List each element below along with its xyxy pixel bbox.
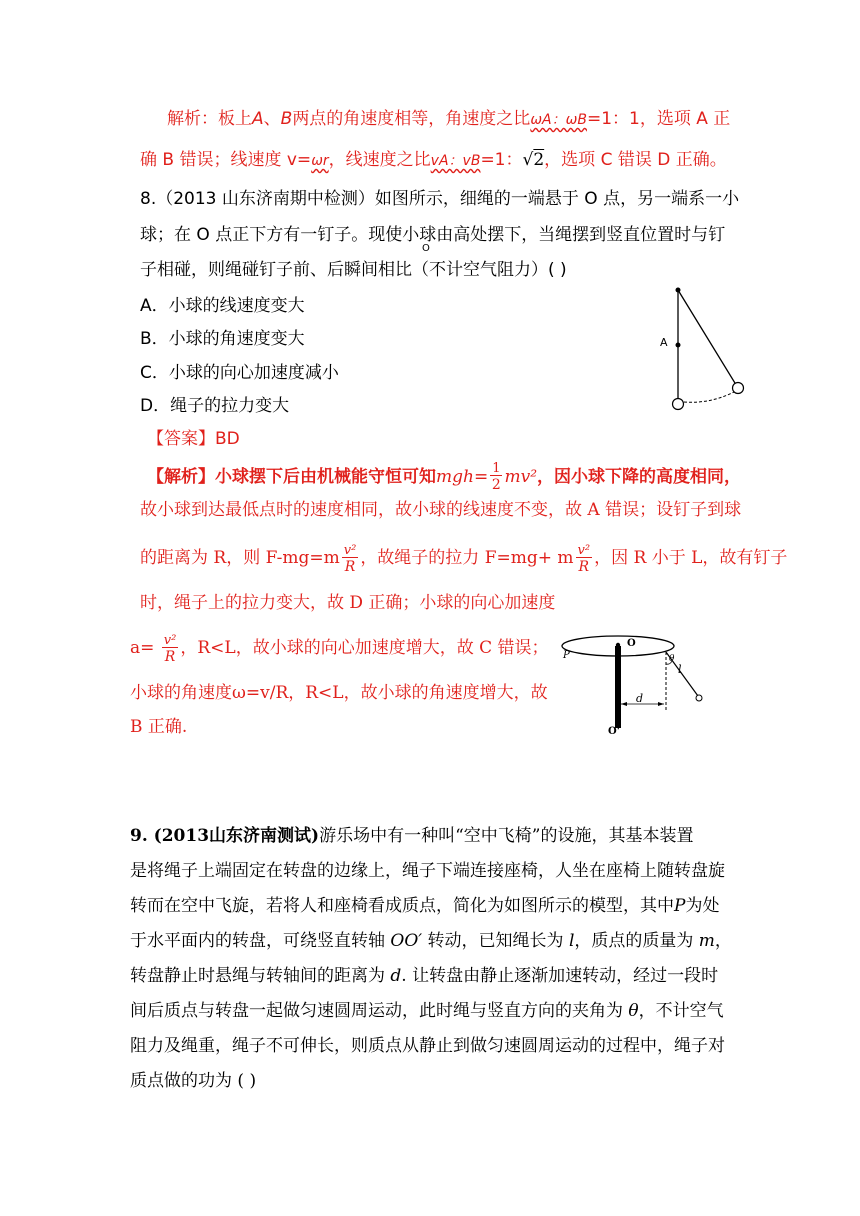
text: ，线速度之比: [328, 150, 431, 170]
text: ，R<L，故小球的向心加速度增大，故 C 错误；: [180, 638, 549, 658]
q7-analysis-line2: [140, 148, 727, 173]
symbol-p: P: [674, 896, 686, 916]
center-dot: [616, 643, 620, 647]
text: 间后质点与转盘一起做匀速圆周运动，此时绳与竖直方向的夹角为: [130, 1001, 623, 1021]
velocity-ratio: vA：vB: [430, 153, 481, 169]
mass-point: [696, 695, 702, 701]
small-o-label: O: [422, 243, 430, 254]
fig2-label-o: O: [627, 638, 636, 649]
formula-eq: =: [473, 467, 489, 487]
text: =1：: [480, 150, 523, 170]
text: 的距离为 R，则 F-mg=m: [140, 548, 340, 568]
q8-analysis-line3: [140, 538, 787, 578]
frac-v2-r: [162, 634, 179, 664]
text: . 让转盘由静止逐渐加速转动，经过一段时: [401, 966, 719, 986]
rotating-disc-figure: [560, 632, 730, 742]
frac-den: R: [578, 558, 590, 575]
q8-analysis-line6: 小球的角速度ω=v/R，R<L，故小球的角速度增大，故: [130, 683, 548, 703]
formula-mgh: mgh: [436, 467, 474, 487]
symbol-theta: θ: [628, 1001, 639, 1021]
text: ，因 R 小于 L，故有钉子: [594, 548, 788, 568]
text: 为处: [685, 896, 720, 916]
q9-line8: 质点做的功为 ( ): [130, 1071, 257, 1091]
text: 板上: [218, 109, 252, 129]
text: ，因小球下降的高度相同，: [537, 467, 742, 487]
q8-option-b: B．小球的角速度变大: [140, 329, 305, 349]
sqrt-symbol: √2: [522, 150, 545, 170]
point-b: B: [280, 109, 293, 129]
text: =1：1，选项 A 正: [586, 109, 731, 129]
swing-arc: [684, 392, 734, 402]
q8-analysis-line5: [130, 628, 549, 668]
frac-den: R: [164, 648, 176, 665]
q8-answer: 【答案】BD: [147, 429, 240, 449]
fig2-label-p: P: [563, 650, 570, 661]
frac-v2-r: [342, 544, 359, 574]
ball-bottom: [673, 399, 684, 410]
text: 转动，已知绳长为: [427, 931, 564, 951]
text: 两点的角速度相等，角速度之比: [292, 109, 531, 129]
q8-option-c: C．小球的向心加速度减小: [140, 363, 339, 383]
q9-line2: 是将绳子上端固定在转盘的边缘上，绳子下端连接座椅，人坐在座椅上随转盘旋: [130, 861, 725, 881]
frac-num: 1: [492, 461, 501, 476]
q8-stem-line2: 球；在 O 点正下方有一钉子。现使小球由高处摆下，当绳摆到竖直位置时与钉: [140, 225, 726, 245]
sqrt-num: 2: [533, 150, 545, 170]
symbol-d: d: [390, 966, 402, 986]
q9-line3: [130, 894, 719, 918]
omega-ratio: ωA：ωB: [530, 112, 587, 128]
q8-option-d: D．绳子的拉力变大: [140, 396, 290, 416]
q8-stem-line1: 8.（2013 山东济南期中检测）如图所示，细绳的一端悬于 O 点，另一端系一小: [140, 189, 740, 209]
q8-analysis-line2: 故小球到达最低点时的速度相同，故小球的线速度不变，故 A 错误；设钉子到球: [140, 500, 742, 520]
q9-line6: [130, 999, 724, 1023]
q9-line4: [130, 929, 732, 953]
fig2-label-l: l: [678, 663, 682, 676]
text: 、: [263, 109, 281, 129]
text: a=: [130, 638, 155, 658]
formula-mv2: mv²: [504, 467, 538, 487]
symbol-l: l: [568, 931, 575, 951]
symbol-oo: OO′: [390, 931, 423, 951]
frac-den: R: [344, 558, 356, 575]
text: ，选项 C 错误 D 正确。: [544, 150, 727, 170]
analysis-label: 解析：: [167, 109, 218, 129]
ball-side: [733, 383, 744, 394]
q7-analysis-line1: [167, 107, 730, 132]
frac-num: v²: [163, 632, 177, 648]
q8-analysis-line1: [147, 462, 741, 492]
q9-label: 9. (2013山东济南测试): [130, 826, 320, 846]
pivot-point: [676, 288, 681, 293]
text: ，质点的质量为: [574, 931, 694, 951]
q8-stem-line3: 子相碰，则绳碰钉子前、后瞬间相比（不计空气阻力）( ): [140, 260, 567, 280]
text: 转而在空中飞旋，若将人和座椅看成质点，简化为如图所示的模型，其中: [130, 896, 674, 916]
symbol-m: m: [698, 931, 715, 951]
text: ，不计空气: [638, 1001, 724, 1021]
frac-v2-r: [576, 544, 593, 574]
frac-num: v²: [343, 542, 357, 558]
arrow-head-right: [658, 702, 664, 706]
swung-rope: [678, 290, 738, 388]
text: 游乐场中有一种叫“空中飞椅”的设施，其基本装置: [319, 826, 694, 846]
text: ，故绳子的拉力 F=mg+ m: [360, 548, 574, 568]
fig2-label-d: d: [636, 692, 644, 705]
pendulum-figure: [650, 280, 810, 420]
fig2-label-o-prime: O': [608, 726, 620, 737]
omega-r: ωr: [311, 153, 329, 169]
fig2-label-theta: θ: [669, 654, 675, 664]
q8-option-a: A．小球的线速度变大: [140, 296, 305, 316]
nail-point: [676, 343, 681, 348]
frac-num: v²: [577, 542, 591, 558]
text: 转盘静止时悬绳与转轴间的距离为: [130, 966, 385, 986]
arrow-head-left: [621, 702, 627, 706]
analysis-label: 【解析】小球摆下后由机械能守恒可知: [147, 467, 436, 487]
q9-line7: 阻力及绳重，绳子不可伸长，则质点从静止到做匀速圆周运动的过程中，绳子对: [130, 1036, 725, 1056]
figure-label-a: A: [660, 336, 668, 349]
frac-half: [490, 462, 502, 492]
frac-den: 2: [491, 477, 501, 493]
q8-analysis-line7: B 正确.: [130, 717, 188, 737]
vertical-axis: [615, 646, 621, 728]
q9-line1: [130, 824, 693, 848]
text: 确 B 错误；线速度 v=: [140, 150, 312, 170]
text: ，: [714, 931, 732, 951]
point-a: A: [252, 109, 264, 129]
q8-analysis-line4: 时，绳子上的拉力变大，故 D 正确；小球的向心加速度: [140, 593, 556, 613]
q9-line5: [130, 964, 718, 988]
text: 于水平面内的转盘，可绕竖直转轴: [130, 931, 385, 951]
